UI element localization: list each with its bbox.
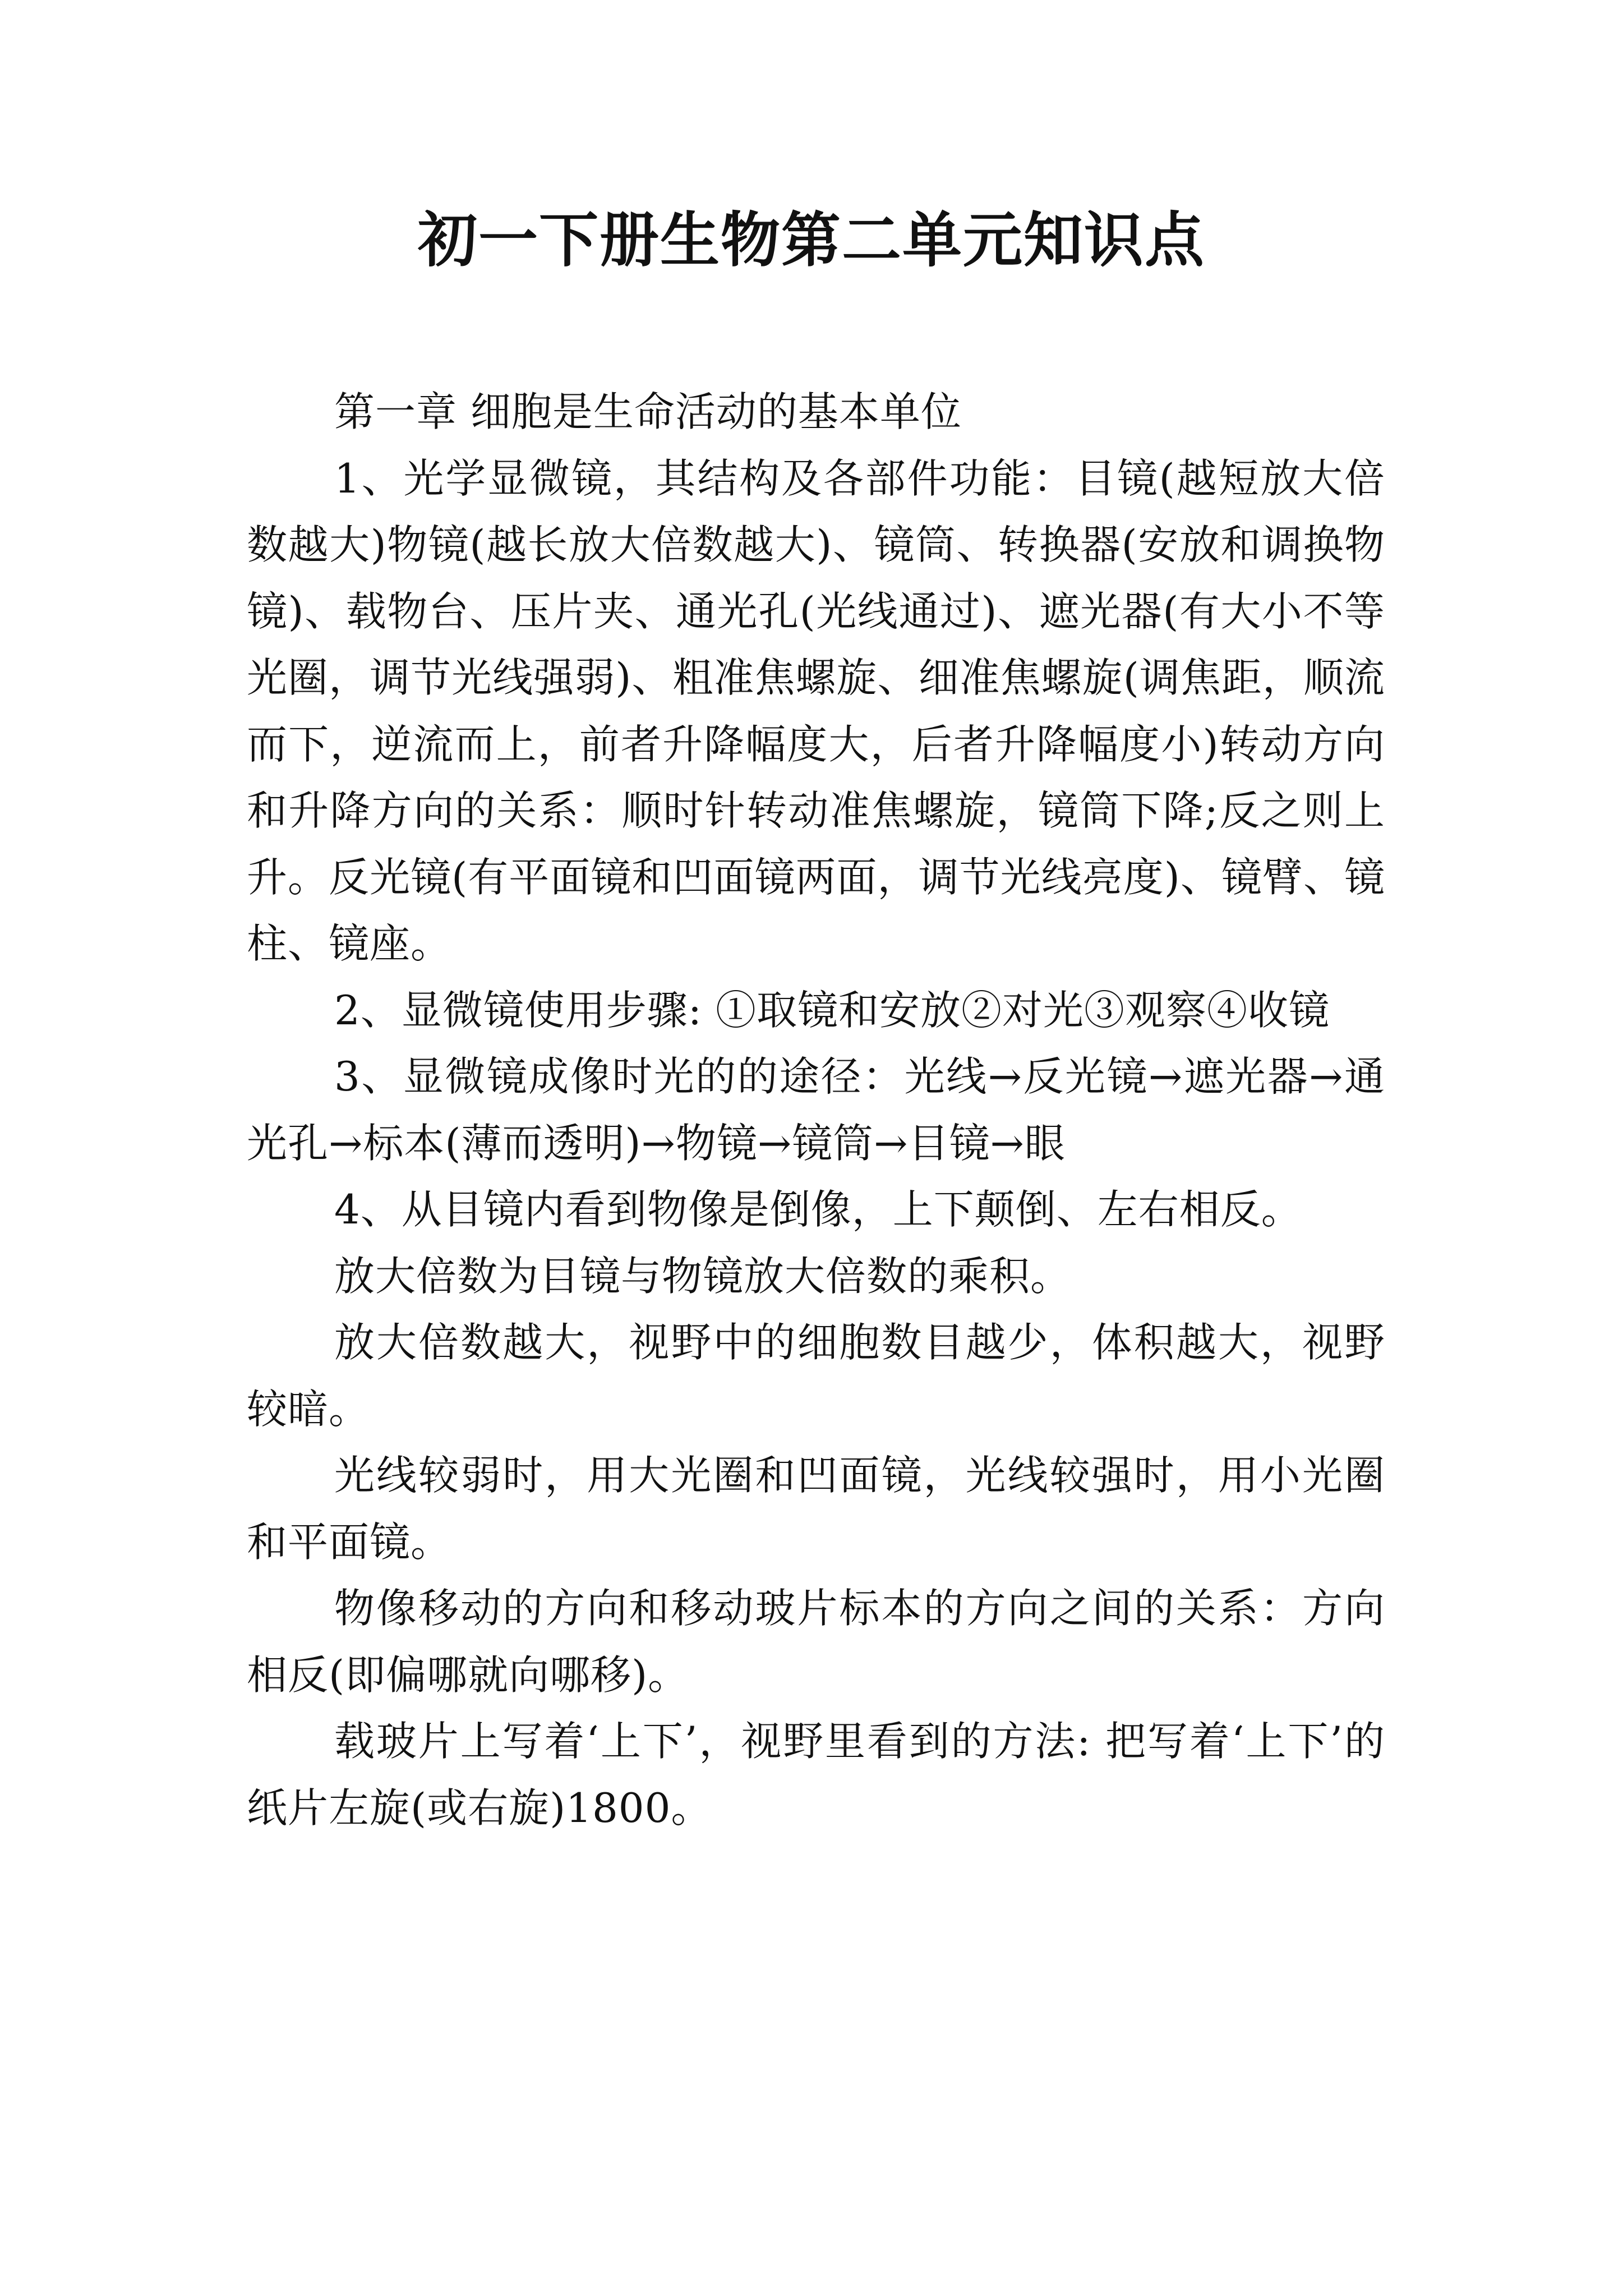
paragraph-usage-steps: 2、显微镜使用步骤: ①取镜和安放②对光③观察④收镜 xyxy=(334,986,1330,1034)
paragraph-light-path: 3、显微镜成像时光的的途径：光线→反光镜→遮光器→通光孔→标本(薄而透明)→物镜→镜筒→目镜→眼 xyxy=(247,1053,1385,1167)
paragraph-magnification-effect: 放大倍数越大，视野中的细胞数目越少，体积越大，视野较暗。 xyxy=(247,1319,1385,1433)
paragraph-slide-rotation: 载玻片上写着‘上下’，视野里看到的方法: 把写着‘上下’的纸片左旋(或右旋)1800。 xyxy=(247,1718,1385,1832)
paragraph-slide-movement: 物像移动的方向和移动玻片标本的方向之间的关系：方向相反(即偏哪就向哪移)。 xyxy=(247,1585,1385,1699)
paragraph-inverted-image: 4、从目镜内看到物像是倒像，上下颠倒、左右相反。 xyxy=(334,1186,1302,1233)
chapter-heading: 第一章 细胞是生命活动的基本单位 xyxy=(334,388,962,435)
document-body xyxy=(247,379,1385,1841)
paragraph-light-adjustment: 光线较弱时，用大光圈和凹面镜，光线较强时，用小光圈和平面镜。 xyxy=(247,1452,1385,1566)
document-title: 初一下册生物第二单元知识点 xyxy=(418,205,1205,275)
paragraph-microscope-structure: 1、光学显微镜，其结构及各部件功能：目镜(越短放大倍数越大)物镜(越长放大倍数越大)、镜筒、转换器(安放和调换物镜)、载物台、压片夹、通光孔(光线通过)、遮光器(有大小不等光圈，调节光线强弱)、粗准焦螺旋、细准焦螺旋(调焦距，顺流而下，逆流而上，前者升降幅度大，后者升降幅度小)转动方向和升降方向的关系：顺时针转动准焦螺旋，镜筒下降;反之则上升。反光镜(有平面镜和凹面镜两面，调节光线亮度)、镜臂、镜柱、镜座。 xyxy=(247,454,1385,967)
paragraph-magnification-product: 放大倍数为目镜与物镜放大倍数的乘积。 xyxy=(334,1252,1072,1300)
